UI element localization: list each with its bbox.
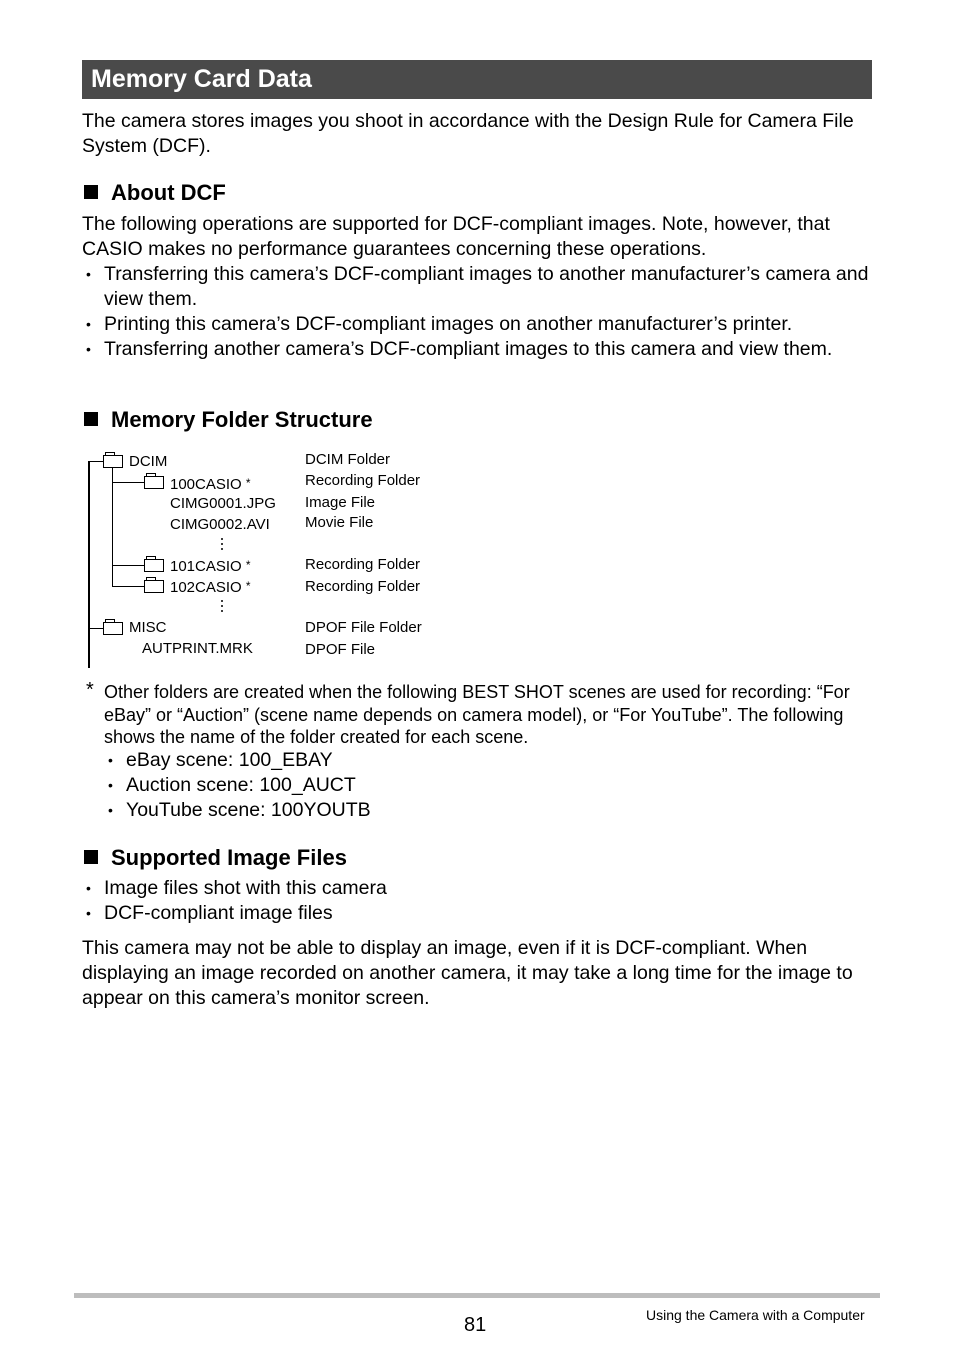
folder-name: 100CASIO <box>170 476 242 493</box>
tree-label-101casio <box>170 556 251 576</box>
tree-label-cimg0001: CIMG0001.JPG <box>170 495 276 512</box>
tree-label-100casio <box>170 474 251 494</box>
tree-branch-line <box>88 461 103 462</box>
ellipsis-vertical-icon <box>221 600 223 615</box>
folder-icon <box>144 476 164 489</box>
list-item: • Auction scene: 100_AUCT <box>104 773 371 798</box>
about-dcf-heading-text: About DCF <box>111 180 226 205</box>
folder-structure-heading-text: Memory Folder Structure <box>111 407 373 432</box>
supported-files-list <box>82 876 882 926</box>
desc-autprint: DPOF File <box>305 641 376 658</box>
square-bullet-icon <box>84 412 98 426</box>
square-bullet-icon <box>84 185 98 199</box>
tree-branch-line <box>88 628 103 629</box>
tree-sub-trunk-line <box>112 468 113 586</box>
list-item: • eBay scene: 100_EBAY <box>104 748 371 773</box>
desc-100casio: Recording Folder <box>305 472 421 489</box>
list-item: • DCF-compliant image files <box>82 901 882 926</box>
footer-divider <box>74 1293 880 1298</box>
footer-section-title: Using the Camera with a Computer <box>646 1307 865 1323</box>
asterisk-marker: * <box>245 476 251 490</box>
tree-branch-line <box>112 565 144 566</box>
tree-label-misc: MISC <box>129 619 167 636</box>
desc-misc: DPOF File Folder <box>305 619 422 636</box>
tree-label-102casio <box>170 577 251 597</box>
desc-101casio: Recording Folder <box>305 556 421 573</box>
folder-icon <box>144 580 164 593</box>
intro-paragraph: The camera stores images you shoot in accordance with the Design Rule for Camera File System (DCF). <box>82 110 854 157</box>
tree-trunk-line <box>88 461 90 668</box>
supported-files-heading-text: Supported Image Files <box>111 845 347 870</box>
supported-files-heading <box>84 845 347 871</box>
footnote-text: Other folders are created when the following BEST SHOT scenes are used for recording: “For eBay” or “Auction” (scene name depends on camera model), or “For YouTube”. The following shows the name of the folder created for each scene. <box>104 682 850 747</box>
page-title: Memory Card Data <box>91 65 312 93</box>
list-item: • Printing this camera’s DCF-compliant images on another manufacturer’s printer. <box>82 312 882 337</box>
desc-102casio: Recording Folder <box>305 578 421 595</box>
tree-label-cimg0002: CIMG0002.AVI <box>170 516 270 533</box>
tree-label-dcim: DCIM <box>129 453 168 470</box>
about-dcf-heading <box>84 180 226 206</box>
about-dcf-text: The following operations are supported for DCF-compliant images. Note, however, that CASIO makes no performance guarantees concerning these operations. <box>82 213 830 260</box>
list-item: • Image files shot with this camera <box>82 876 882 901</box>
folder-name: 102CASIO <box>170 579 242 596</box>
desc-cimg0002: Movie File <box>305 514 374 531</box>
section-title-bar <box>82 60 872 99</box>
list-item: • YouTube scene: 100YOUTB <box>104 798 371 823</box>
tree-label-autprint: AUTPRINT.MRK <box>142 640 253 657</box>
folder-icon <box>103 622 123 635</box>
ellipsis-vertical-icon <box>221 538 223 553</box>
supported-files-text: This camera may not be able to display an image, even if it is DCF-compliant. When displaying an image recorded on another camera, it may take a long time for the image to appear on this camera’s monitor screen. <box>82 937 853 1009</box>
folder-structure-heading <box>84 407 373 433</box>
asterisk-marker: * <box>245 579 251 593</box>
about-dcf-list <box>82 262 882 362</box>
list-item: • Transferring this camera’s DCF-compliant images to another manufacturer’s camera and view them. <box>82 262 882 312</box>
footnote-marker: * <box>86 679 94 701</box>
footnote-scene-list <box>104 748 371 823</box>
folder-icon <box>103 455 123 468</box>
folder-name: 101CASIO <box>170 558 242 575</box>
footnote <box>82 681 882 749</box>
list-item: • Transferring another camera’s DCF-compliant images to this camera and view them. <box>82 337 882 362</box>
page-number: 81 <box>464 1314 487 1336</box>
square-bullet-icon <box>84 850 98 864</box>
tree-branch-line <box>112 482 144 483</box>
desc-cimg0001: Image File <box>305 494 376 511</box>
folder-icon <box>144 559 164 572</box>
desc-dcim: DCIM Folder <box>305 451 391 468</box>
tree-branch-line <box>112 586 144 587</box>
asterisk-marker: * <box>245 558 251 572</box>
